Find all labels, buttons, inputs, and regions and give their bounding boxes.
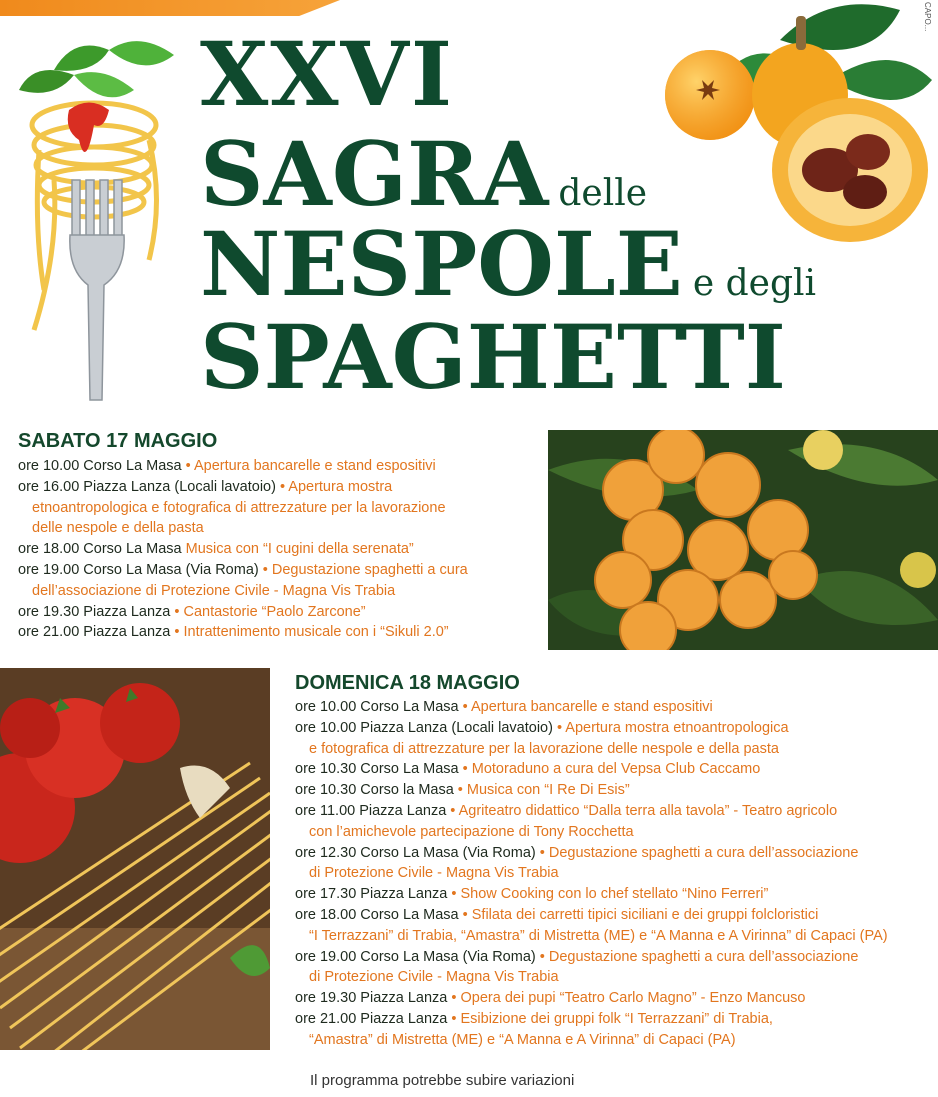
event-description: • Agriteatro didattico “Dalla terra alla tavola” - Teatro agricolo: [446, 802, 838, 819]
event-description: • Apertura mostra etnoantropologica: [552, 719, 789, 736]
event-time-place: ore 10.00 Corso La Masa: [295, 699, 459, 715]
event-time-place: ore 10.00 Corso La Masa: [18, 458, 182, 474]
event-description: • Esibizione dei gruppi folk “I Terrazzani” di Trabia,: [447, 1010, 773, 1027]
event-description-continued: e fotografica di attrezzature per la lavorazione delle nespole e della pasta: [309, 740, 779, 757]
event-description: • Degustazione spaghetti a cura: [258, 561, 468, 578]
saturday-program: [18, 456, 468, 643]
event-description: • Apertura mostra: [275, 478, 393, 495]
event-time-place: ore 10.30 Corso La Masa: [295, 761, 459, 778]
title-line-sagra: SAGRA delle: [200, 122, 648, 226]
event-description-continued: dell’associazione di Protezione Civile - Magna Vis Trabia: [32, 582, 396, 599]
photo-credit: CAPO...: [923, 2, 932, 32]
event-time-place: ore 18.00 Corso La Masa: [18, 541, 182, 558]
event-item: [18, 477, 468, 498]
nespole-photo: [548, 430, 938, 650]
title-line-spaghetti: SPAGHETTI: [200, 305, 786, 409]
event-item: [295, 697, 888, 718]
event-time-place: ore 21.00 Piazza Lanza: [295, 1010, 448, 1027]
event-description: Musica con “I cugini della serenata”: [181, 541, 414, 558]
event-time-place: ore 19.00 Corso La Masa (Via Roma): [18, 561, 259, 578]
event-time-place: ore 19.00 Corso La Masa (Via Roma): [295, 948, 536, 965]
event-description-continued: con l’amichevole partecipazione di Tony Rocchetta: [309, 823, 634, 840]
event-item: [295, 718, 888, 739]
event-item: [295, 905, 888, 926]
event-item: [18, 602, 468, 623]
event-description: • Apertura bancarelle e stand espositivi: [181, 458, 436, 474]
event-item: [295, 801, 888, 822]
event-description: • Intrattenimento musicale con i “Sikuli 2.0”: [170, 624, 449, 641]
event-description-continued: di Protezione Civile - Magna Vis Trabia: [309, 969, 559, 986]
top-orange-stripe: [0, 0, 340, 16]
event-item: [18, 539, 468, 560]
event-item: [18, 622, 468, 643]
saturday-heading: SABATO 17 MAGGIO: [18, 430, 218, 452]
event-time-place: ore 17.30 Piazza Lanza: [295, 886, 448, 903]
event-description: • Degustazione spaghetti a cura dell’associazione: [535, 948, 859, 965]
event-time-place: ore 16.00 Piazza Lanza (Locali lavatoio): [18, 478, 276, 495]
event-time-place: ore 18.00 Corso La Masa: [295, 906, 459, 923]
event-item: [295, 988, 888, 1009]
event-time-place: ore 19.30 Piazza Lanza: [295, 990, 448, 1007]
event-item: [295, 884, 888, 905]
event-item: [18, 456, 468, 477]
footer-note: Il programma potrebbe subire variazioni: [310, 1072, 575, 1089]
event-description-continued: delle nespole e della pasta: [32, 520, 204, 537]
title-edition: XXVI: [200, 22, 454, 126]
event-description: • Show Cooking con lo chef stellato “Nino Ferreri”: [447, 886, 769, 903]
event-item: [18, 560, 468, 581]
event-time-place: ore 10.00 Piazza Lanza (Locali lavatoio): [295, 719, 553, 736]
sunday-program: [295, 697, 888, 1051]
event-description: • Degustazione spaghetti a cura dell’associazione: [539, 844, 859, 861]
pasta-tomatoes-photo: [0, 668, 270, 1050]
event-time-place: ore 12.30 Corso La Masa (Via Roma): [295, 844, 540, 861]
event-item: [295, 947, 888, 968]
event-description: • Cantastorie “Paolo Zarcone”: [170, 603, 366, 620]
event-description: • Opera dei pupi “Teatro Carlo Magno” - Enzo Mancuso: [447, 990, 806, 1007]
event-description-continued: “I Terrazzani” di Trabia, “Amastra” di Mistretta (ME) e “A Manna e A Virinna” di Capaci (PA): [309, 927, 888, 944]
event-item: [295, 843, 888, 864]
sunday-heading: DOMENICA 18 MAGGIO: [295, 672, 520, 694]
event-description: • Sfilata dei carretti tipici siciliani e dei gruppi folcloristici: [458, 906, 819, 923]
event-description-continued: di Protezione Civile - Magna Vis Trabia: [309, 865, 559, 882]
event-time-place: ore 21.00 Piazza Lanza: [18, 624, 171, 641]
event-time-place: ore 11.00 Piazza Lanza: [295, 802, 447, 819]
event-description: • Apertura bancarelle e stand espositivi: [458, 699, 713, 715]
event-time-place: ore 19.30 Piazza Lanza: [18, 603, 171, 620]
event-description: • Musica con “I Re Di Esis”: [453, 782, 630, 799]
event-item: [295, 1009, 888, 1030]
event-description-continued: “Amastra” di Mistretta (ME) e “A Manna e A Virinna” di Capaci (PA): [309, 1031, 736, 1048]
event-description-continued: etnoantropologica e fotografica di attrezzature per la lavorazione: [32, 499, 446, 516]
event-time-place: ore 10.30 Corso la Masa: [295, 782, 454, 799]
event-item: [295, 780, 888, 801]
title-line-nespole: NESPOLE e degli: [200, 212, 817, 316]
event-item: [295, 759, 888, 780]
event-description: • Motoraduno a cura del Vepsa Club Caccamo: [458, 761, 761, 778]
fork-spaghetti-illustration: [14, 30, 184, 410]
